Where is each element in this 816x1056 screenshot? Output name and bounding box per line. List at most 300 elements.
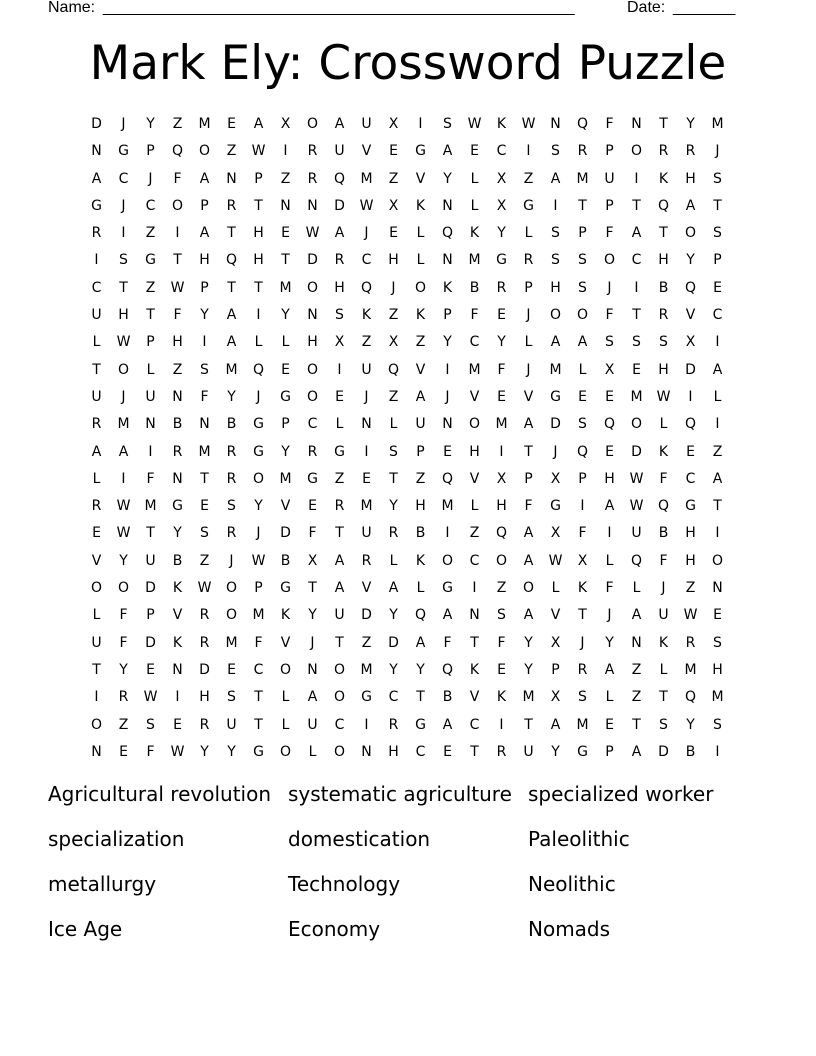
grid-cell: N (442, 252, 453, 269)
grid-cell: V (550, 607, 561, 624)
grid-cell: S (578, 252, 587, 269)
grid-cell: B (685, 743, 696, 760)
grid-cell: A (550, 334, 561, 351)
header-line (48, 0, 748, 20)
grid-cell: O (198, 143, 211, 160)
grid-cell: P (605, 197, 614, 214)
grid-cell: N (712, 580, 723, 597)
grid-cell: F (605, 307, 614, 324)
grid-cell: O (630, 416, 643, 433)
grid-cell: I (715, 743, 720, 760)
grid-cell: K (361, 307, 372, 324)
grid-cell: Q (684, 279, 697, 296)
letter-grid (83, 111, 731, 766)
grid-cell: F (605, 225, 614, 242)
grid-cell: M (279, 279, 292, 296)
grid-cell: O (495, 552, 508, 569)
grid-cell: G (172, 498, 183, 515)
grid-cell: H (199, 689, 210, 706)
grid-cell: W (467, 116, 482, 132)
grid-cell: M (630, 388, 643, 405)
grid-cell: Z (172, 361, 183, 378)
grid-cell: V (523, 388, 534, 405)
grid-cell: A (442, 716, 453, 733)
grid-cell: D (361, 607, 372, 624)
grid-cell: T (254, 689, 263, 706)
grid-cell: I (499, 443, 504, 460)
grid-cell: R (685, 634, 696, 651)
grid-cell: Y (200, 307, 209, 324)
grid-cell: O (711, 552, 724, 569)
grid-cell: G (550, 388, 561, 405)
grid-cell: M (549, 361, 562, 378)
grid-cell: A (226, 334, 237, 351)
grid-cell: T (254, 197, 263, 214)
grid-cell: Z (712, 443, 723, 460)
grid-cell: J (391, 279, 396, 296)
word-list-item: Ice Age (48, 917, 123, 941)
grid-cell: L (389, 552, 398, 569)
grid-cell: I (445, 361, 450, 378)
grid-cell: T (173, 252, 182, 269)
grid-cell: L (281, 334, 290, 351)
grid-cell: A (631, 225, 642, 242)
word-list-item: Agricultural revolution (48, 782, 271, 806)
grid-cell: D (307, 252, 318, 269)
grid-cell: M (711, 116, 724, 132)
grid-cell: J (607, 607, 612, 624)
grid-cell: F (659, 552, 668, 569)
grid-cell: Y (389, 498, 398, 515)
grid-cell: A (550, 170, 561, 187)
grid-cell: P (146, 607, 155, 624)
grid-cell: J (148, 170, 153, 187)
grid-cell: Y (254, 498, 263, 515)
grid-cell: Q (441, 225, 454, 242)
grid-cell: T (92, 661, 101, 678)
grid-cell: A (253, 116, 264, 132)
grid-cell: A (334, 225, 345, 242)
grid-cell: H (118, 307, 129, 324)
grid-cell: J (607, 279, 612, 296)
grid-cell: M (711, 689, 724, 706)
grid-cell: C (469, 716, 480, 733)
grid-cell: C (118, 170, 129, 187)
grid-cell: A (523, 416, 534, 433)
grid-cell: E (605, 716, 614, 733)
grid-cell: U (361, 525, 372, 542)
grid-cell: F (443, 634, 452, 651)
grid-cell: O (90, 580, 103, 597)
grid-cell: L (416, 252, 425, 269)
grid-cell: G (442, 580, 453, 597)
grid-cell: A (91, 170, 102, 187)
grid-cell: E (92, 525, 101, 542)
grid-cell: S (551, 143, 560, 160)
grid-cell: T (146, 525, 155, 542)
grid-cell: F (605, 580, 614, 597)
grid-cell: B (172, 552, 183, 569)
grid-cell: R (199, 634, 210, 651)
grid-cell: U (91, 388, 102, 405)
grid-cell: L (659, 661, 668, 678)
grid-cell: U (631, 525, 642, 542)
grid-cell: Y (524, 661, 533, 678)
grid-cell: E (362, 470, 371, 487)
word-list-item: Neolithic (528, 872, 616, 896)
grid-cell: G (415, 716, 426, 733)
grid-cell: L (281, 689, 290, 706)
grid-cell: Z (226, 143, 237, 160)
grid-cell: O (306, 361, 319, 378)
grid-cell: N (469, 607, 480, 624)
grid-cell: R (496, 743, 507, 760)
grid-cell: J (364, 225, 369, 242)
grid-cell: M (576, 716, 589, 733)
grid-cell: X (550, 470, 561, 487)
grid-cell: O (522, 580, 535, 597)
grid-cell: A (604, 661, 615, 678)
grid-cell: T (632, 307, 641, 324)
grid-cell: L (92, 607, 101, 624)
grid-cell: W (629, 498, 644, 515)
grid-cell: L (92, 334, 101, 351)
grid-cell: Y (416, 661, 425, 678)
grid-cell: J (229, 552, 234, 569)
grid-cell: K (469, 225, 480, 242)
grid-cell: Q (441, 470, 454, 487)
grid-cell: I (121, 225, 126, 242)
grid-cell: R (658, 307, 669, 324)
grid-cell: H (388, 252, 399, 269)
grid-cell: O (333, 661, 346, 678)
grid-cell: W (305, 225, 320, 242)
grid-cell: N (172, 388, 183, 405)
grid-cell: P (605, 743, 614, 760)
grid-cell: H (658, 252, 669, 269)
grid-cell: T (524, 716, 533, 733)
grid-cell: L (416, 580, 425, 597)
grid-cell: Y (308, 607, 317, 624)
grid-cell: O (414, 279, 427, 296)
grid-cell: T (281, 252, 290, 269)
grid-cell: L (308, 743, 317, 760)
grid-cell: F (605, 116, 614, 132)
grid-cell: H (253, 225, 264, 242)
grid-cell: A (550, 716, 561, 733)
grid-cell: S (713, 170, 722, 187)
grid-cell: L (605, 552, 614, 569)
grid-cell: Z (523, 170, 534, 187)
grid-cell: O (306, 388, 319, 405)
grid-cell: I (175, 689, 180, 706)
grid-cell: M (225, 634, 238, 651)
grid-cell: H (172, 334, 183, 351)
grid-cell: L (146, 361, 155, 378)
grid-cell: X (388, 116, 399, 132)
grid-cell: Y (497, 225, 506, 242)
grid-cell: S (713, 716, 722, 733)
grid-cell: H (712, 661, 723, 678)
grid-cell: T (227, 225, 236, 242)
grid-cell: T (659, 116, 668, 132)
grid-cell: H (658, 361, 669, 378)
grid-cell: R (388, 525, 399, 542)
grid-cell: Y (497, 334, 506, 351)
grid-cell: K (415, 197, 426, 214)
grid-cell: O (225, 607, 238, 624)
grid-cell: J (364, 388, 369, 405)
grid-cell: M (360, 661, 373, 678)
grid-cell: V (280, 634, 291, 651)
grid-cell: X (550, 525, 561, 542)
grid-cell: O (333, 743, 346, 760)
grid-cell: E (227, 116, 236, 132)
grid-cell: T (335, 634, 344, 651)
grid-cell: E (686, 443, 695, 460)
grid-cell: M (468, 252, 481, 269)
grid-cell: V (361, 143, 372, 160)
grid-cell: Q (657, 498, 670, 515)
grid-cell: L (605, 689, 614, 706)
grid-cell: S (200, 525, 209, 542)
grid-cell: G (415, 143, 426, 160)
grid-cell: H (496, 498, 507, 515)
grid-cell: Q (171, 143, 184, 160)
grid-cell: D (550, 416, 561, 433)
grid-cell: Y (389, 661, 398, 678)
grid-cell: I (121, 470, 126, 487)
grid-cell: I (283, 143, 288, 160)
grid-cell: G (685, 498, 696, 515)
grid-cell: P (416, 443, 425, 460)
grid-cell: Z (361, 634, 372, 651)
grid-cell: Z (280, 170, 291, 187)
grid-cell: G (280, 580, 291, 597)
grid-cell: C (91, 279, 102, 296)
grid-cell: I (148, 443, 153, 460)
grid-cell: H (415, 498, 426, 515)
grid-cell: P (146, 143, 155, 160)
grid-cell: N (91, 743, 102, 760)
grid-cell: F (497, 634, 506, 651)
grid-cell: P (578, 225, 587, 242)
grid-cell: J (526, 307, 531, 324)
grid-cell: E (497, 388, 506, 405)
grid-cell: O (252, 470, 265, 487)
grid-cell: M (468, 361, 481, 378)
grid-cell: J (715, 143, 720, 160)
grid-cell: G (253, 443, 264, 460)
grid-cell: I (94, 252, 99, 269)
grid-cell: D (145, 580, 156, 597)
grid-cell: O (225, 580, 238, 597)
grid-cell: E (632, 361, 641, 378)
grid-cell: M (495, 416, 508, 433)
grid-cell: I (364, 443, 369, 460)
page-title: Mark Ely: Crossword Puzzle (89, 36, 727, 91)
grid-cell: I (499, 716, 504, 733)
grid-cell: A (577, 334, 588, 351)
grid-cell: J (256, 388, 261, 405)
grid-cell: Y (281, 443, 290, 460)
grid-cell: H (604, 470, 615, 487)
grid-cell: C (145, 197, 156, 214)
grid-cell: V (172, 607, 183, 624)
grid-cell: W (683, 607, 698, 624)
grid-cell: G (307, 470, 318, 487)
grid-cell: G (253, 416, 264, 433)
grid-cell: C (496, 143, 507, 160)
grid-cell: G (577, 743, 588, 760)
grid-cell: Y (227, 743, 236, 760)
grid-cell: D (199, 661, 210, 678)
grid-cell: A (712, 470, 723, 487)
grid-cell: S (605, 334, 614, 351)
grid-cell: F (659, 470, 668, 487)
grid-cell: K (172, 634, 183, 651)
grid-cell: Q (225, 252, 238, 269)
grid-cell: U (658, 607, 669, 624)
grid-cell: W (116, 525, 131, 542)
grid-cell: K (496, 116, 507, 132)
grid-cell: O (630, 143, 643, 160)
grid-cell: S (497, 607, 506, 624)
grid-cell: R (658, 143, 669, 160)
grid-cell: S (146, 716, 155, 733)
grid-cell: N (631, 634, 642, 651)
grid-cell: G (361, 689, 372, 706)
grid-cell: S (389, 443, 398, 460)
grid-cell: Y (443, 334, 452, 351)
grid-cell: F (497, 361, 506, 378)
grid-cell: Q (495, 525, 508, 542)
grid-cell: F (524, 498, 533, 515)
word-list-item: domestication (288, 827, 431, 851)
grid-cell: J (256, 525, 261, 542)
grid-cell: U (91, 634, 102, 651)
grid-cell: J (661, 580, 666, 597)
grid-cell: L (524, 225, 533, 242)
grid-cell: F (146, 470, 155, 487)
grid-cell: C (253, 661, 264, 678)
grid-cell: T (632, 716, 641, 733)
grid-cell: U (334, 143, 345, 160)
grid-cell: A (442, 143, 453, 160)
grid-cell: J (310, 634, 315, 651)
grid-cell: H (550, 279, 561, 296)
grid-cell: T (713, 498, 722, 515)
grid-cell: E (470, 143, 479, 160)
grid-cell: T (659, 689, 668, 706)
grid-cell: U (361, 116, 372, 132)
word-list-item: Economy (288, 917, 381, 941)
grid-cell: T (335, 525, 344, 542)
grid-cell: O (684, 225, 697, 242)
grid-cell: D (388, 634, 399, 651)
grid-cell: Y (605, 634, 614, 651)
grid-cell: Y (551, 743, 560, 760)
grid-cell: F (146, 743, 155, 760)
grid-cell: Q (576, 443, 589, 460)
grid-cell: I (580, 498, 585, 515)
grid-cell: E (119, 743, 128, 760)
grid-cell: Z (145, 225, 156, 242)
grid-cell: F (254, 634, 263, 651)
grid-cell: V (415, 170, 426, 187)
grid-cell: Z (631, 689, 642, 706)
grid-cell: P (146, 334, 155, 351)
grid-cell: L (713, 388, 722, 405)
date-label: Date: (627, 0, 666, 16)
grid-cell: L (389, 416, 398, 433)
grid-cell: T (92, 361, 101, 378)
grid-cell: B (172, 416, 183, 433)
grid-cell: G (334, 443, 345, 460)
grid-cell: N (280, 197, 291, 214)
grid-cell: H (199, 252, 210, 269)
grid-cell: O (306, 279, 319, 296)
grid-cell: K (442, 279, 453, 296)
grid-cell: V (469, 388, 480, 405)
grid-cell: X (307, 552, 318, 569)
grid-cell: R (307, 143, 318, 160)
grid-cell: W (170, 279, 185, 296)
grid-cell: A (199, 170, 210, 187)
grid-cell: N (307, 197, 318, 214)
grid-cell: T (227, 279, 236, 296)
grid-cell: X (496, 170, 507, 187)
grid-cell: M (198, 116, 211, 132)
grid-cell: L (335, 416, 344, 433)
grid-cell: Z (415, 334, 426, 351)
grid-cell: R (523, 252, 534, 269)
word-list-item: specialized worker (528, 782, 714, 806)
grid-cell: J (121, 197, 126, 214)
grid-cell: S (659, 334, 668, 351)
grid-cell: P (578, 470, 587, 487)
grid-cell: M (144, 498, 157, 515)
grid-cell: G (550, 498, 561, 515)
grid-cell: I (607, 525, 612, 542)
grid-cell: V (685, 307, 696, 324)
grid-cell: R (226, 525, 237, 542)
grid-cell: C (685, 470, 696, 487)
grid-cell: D (91, 116, 102, 132)
grid-cell: Z (685, 580, 696, 597)
grid-cell: I (175, 225, 180, 242)
grid-cell: E (335, 388, 344, 405)
grid-cell: M (360, 498, 373, 515)
grid-cell: T (146, 307, 155, 324)
grid-cell: A (631, 743, 642, 760)
grid-cell: E (389, 225, 398, 242)
grid-cell: Z (631, 661, 642, 678)
grid-cell: F (173, 307, 182, 324)
grid-cell: T (470, 634, 479, 651)
grid-cell: R (577, 143, 588, 160)
grid-cell: R (226, 197, 237, 214)
grid-cell: D (631, 443, 642, 460)
grid-cell: P (605, 143, 614, 160)
grid-cell: X (334, 334, 345, 351)
grid-cell: E (227, 661, 236, 678)
grid-cell: K (415, 552, 426, 569)
grid-cell: S (227, 498, 236, 515)
grid-cell: P (254, 170, 263, 187)
grid-cell: I (418, 116, 423, 132)
grid-cell: E (173, 716, 182, 733)
